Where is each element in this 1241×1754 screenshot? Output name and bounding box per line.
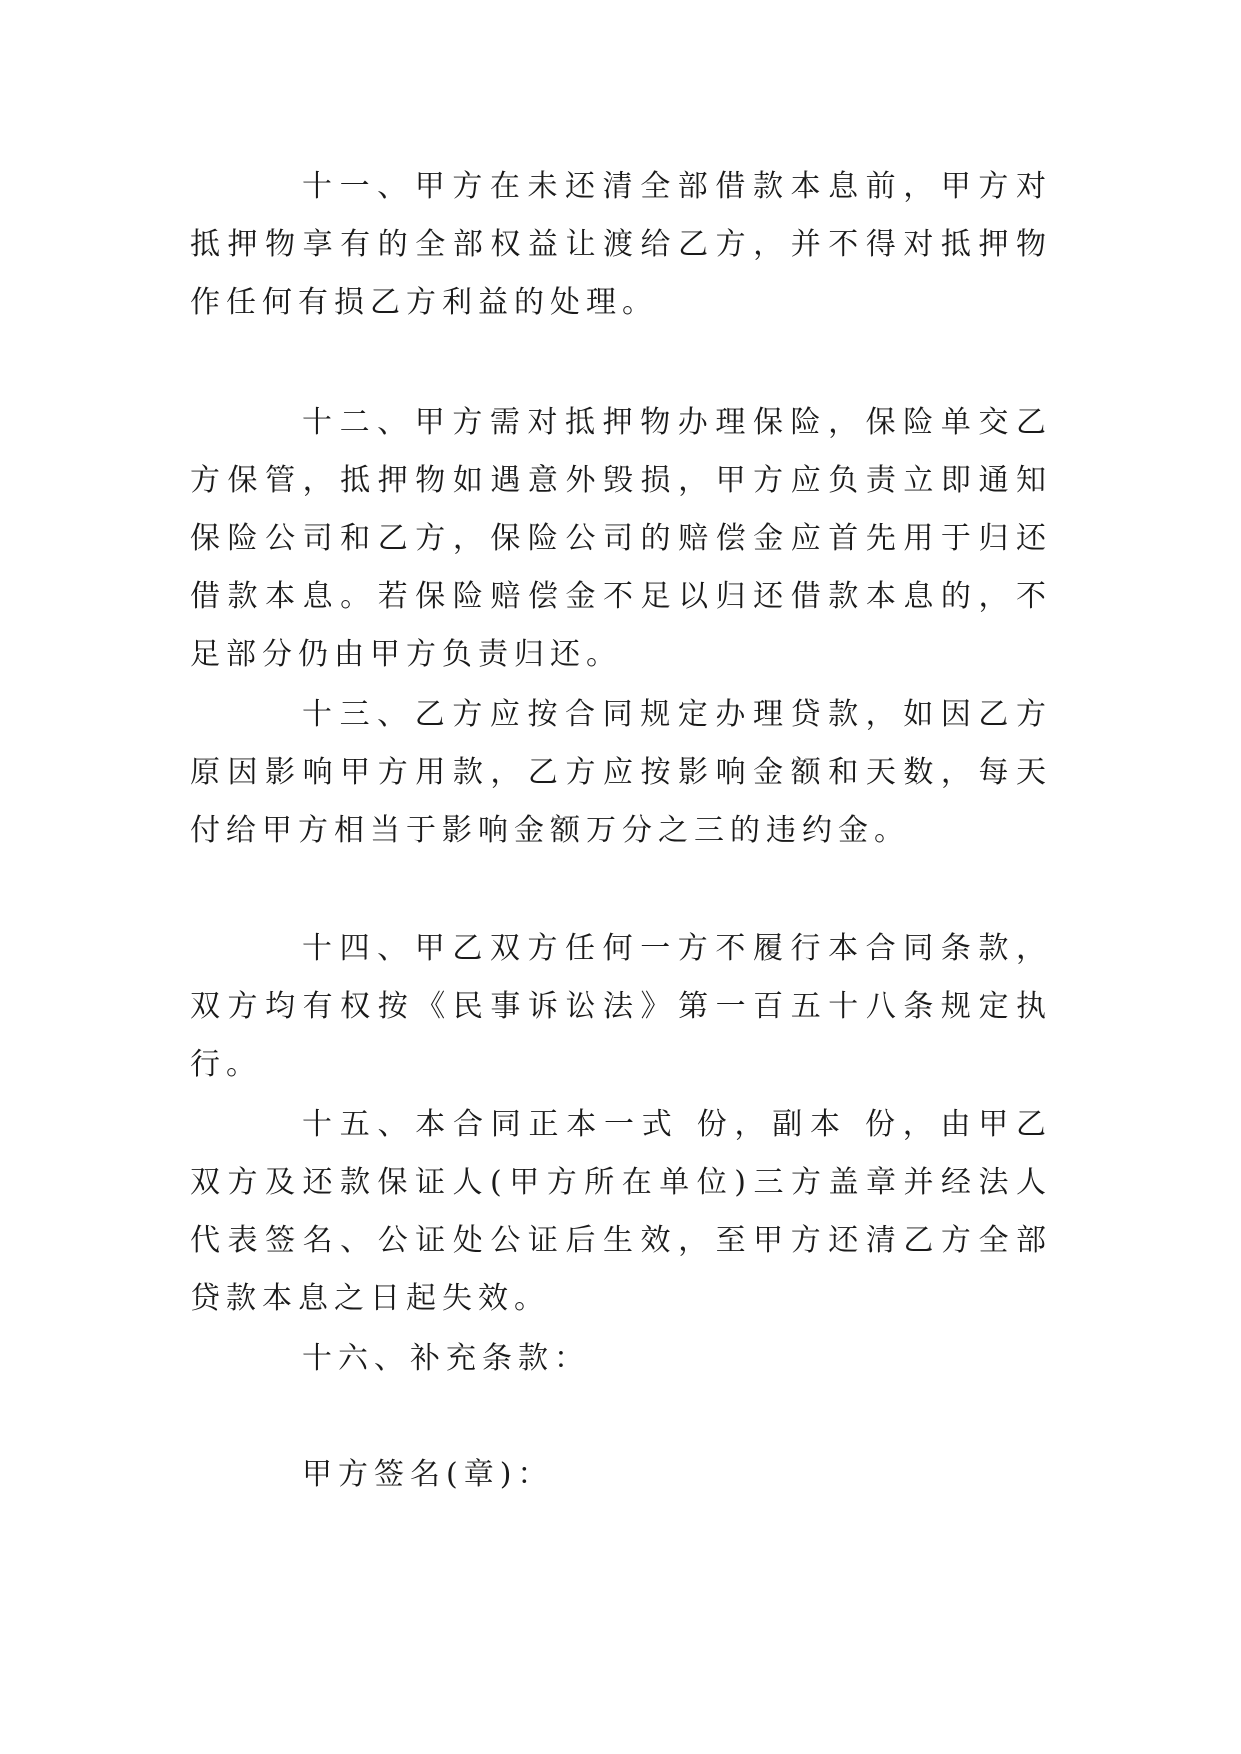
clause-12-paragraph: 十二、甲方需对抵押物办理保险，保险单交乙方保管，抵押物如遇意外毁损，甲方应负责立即通知保险公司和乙方，保险公司的赔偿金应首先用于归还借款本息。若保险赔偿金不足以归还借款本息的，不足部分仍由甲方负责归还。 <box>190 405 1052 672</box>
clause-11-paragraph: 十一、甲方在未还清全部借款本息前，甲方对抵押物享有的全部权益让渡给乙方，并不得对抵押物作任何有损乙方利益的处理。 <box>190 169 1052 320</box>
clause-16-heading: 十六、补充条款： <box>302 1341 590 1376</box>
party-a-signature-line: 甲方签名(章)： <box>302 1457 554 1492</box>
clause-13-paragraph: 十三、乙方应按合同规定办理贷款，如因乙方原因影响甲方用款，乙方应按影响金额和天数，每天付给甲方相当于影响金额万分之三的违约金。 <box>190 697 1052 848</box>
clause-15-paragraph: 十五、本合同正本一式 份，副本 份，由甲乙双方及还款保证人(甲方所在单位)三方盖章并经法人代表签名、公证处公证后生效，至甲方还清乙方全部贷款本息之日起失效。 <box>190 1107 1052 1316</box>
clause-14-paragraph: 十四、甲乙双方任何一方不履行本合同条款，双方均有权按《民事诉讼法》第一百五十八条规定执行。 <box>190 931 1052 1082</box>
